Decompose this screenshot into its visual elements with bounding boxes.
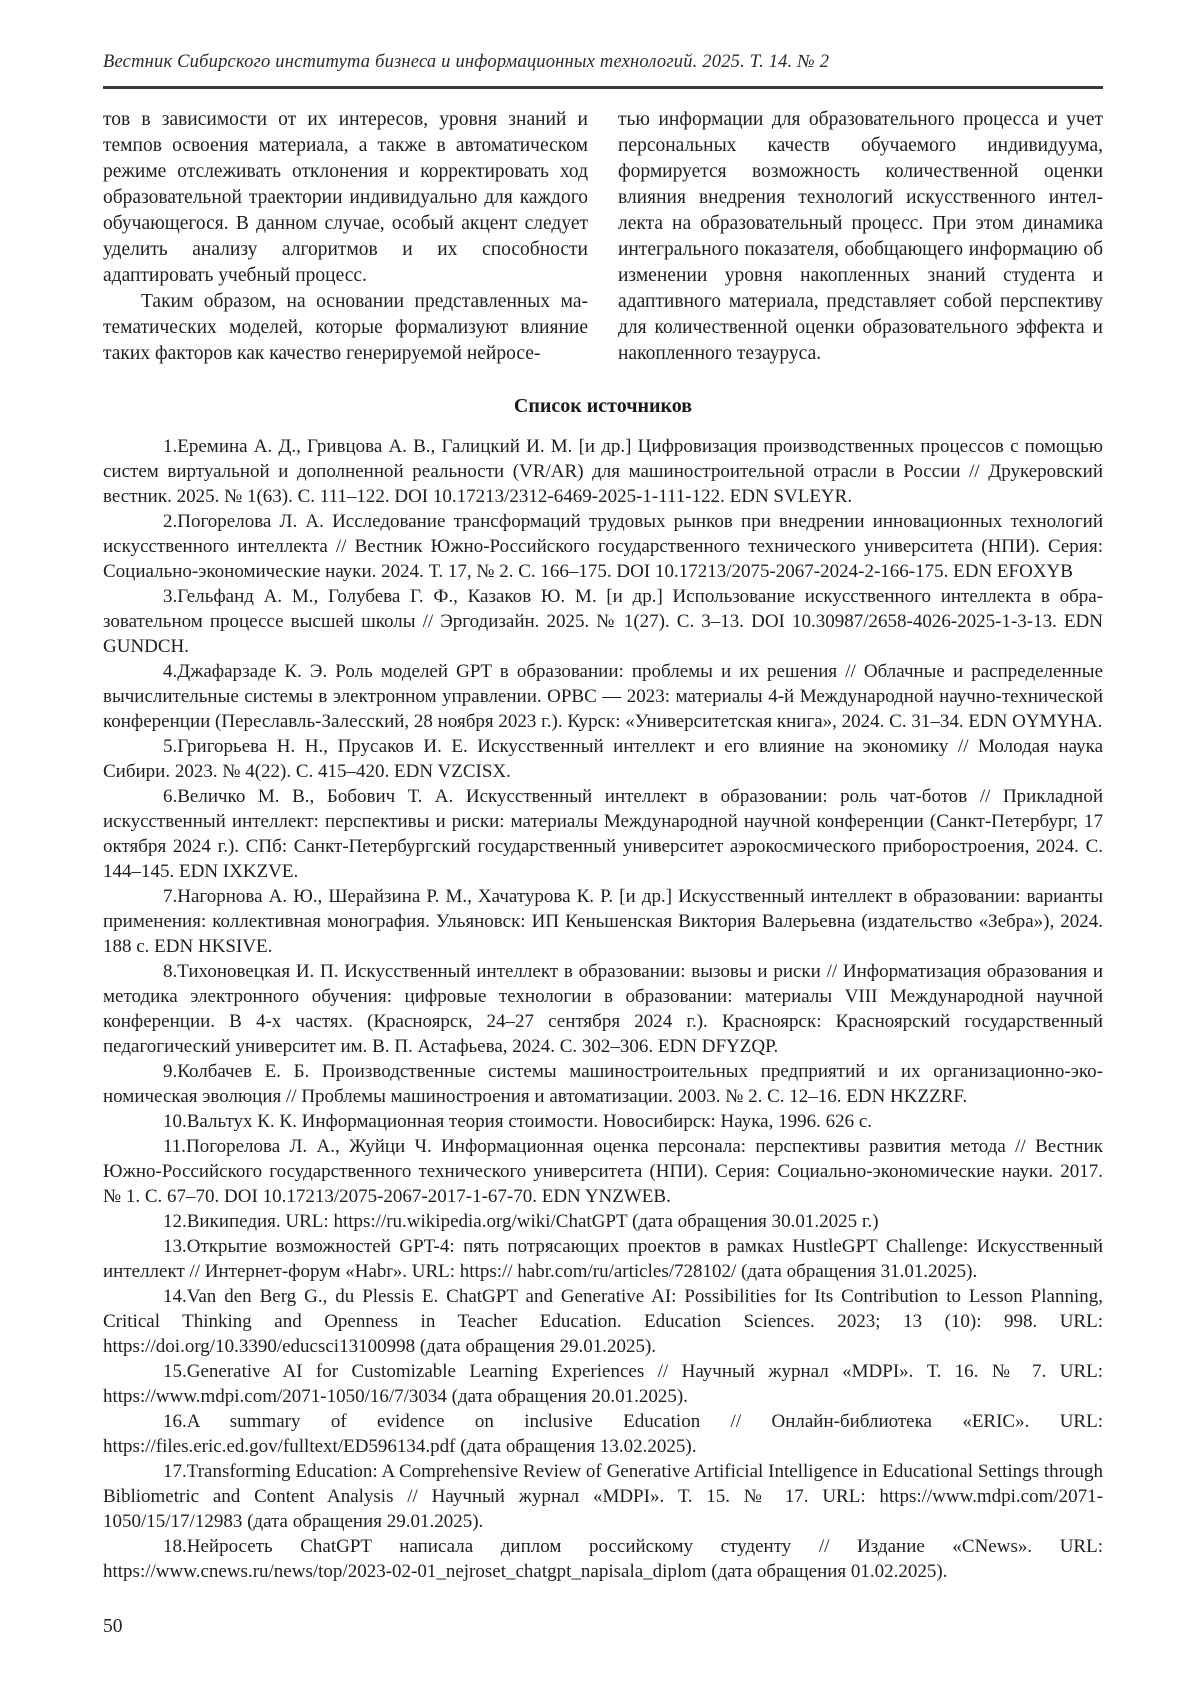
reference-number: 18. bbox=[163, 1536, 187, 1557]
reference-number: 17. bbox=[163, 1461, 187, 1482]
reference-number: 11. bbox=[163, 1136, 187, 1157]
body-paragraph: Таким образом, на основании представленных математических моделей, которые формализуют влияние таких факторов как качество генерируемой нейросе- bbox=[103, 291, 588, 364]
body-columns bbox=[103, 107, 1103, 367]
reference-text: Погорелова Л. А. Исследование трансформаций трудовых рынков при внедрении инновационных технологий искусственного интеллекта // Вестник Южно-Российского государственного технического университета (НПИ). Серия: Социально-экономические науки. 2024. Т. 17, № 2. С. 166–175. DOI 10.17213/2075-2067-2024-2-166-175. EDN EFOXYB bbox=[103, 511, 1103, 582]
reference-text: Нагорнова А. Ю., Шерайзина Р. М., Хачатурова К. Р. [и др.] Искусственный интеллект в образовании: варианты применения: коллективная монография. Ульяновск: ИП Кеньшенская Виктория Валерьевна (издательство «Зебра»), 2024. 188 с. EDN HKSIVE. bbox=[103, 886, 1103, 957]
reference-text: Нейросеть ChatGPT написала диплом российскому студенту // Издание «CNews». URL: https://www.cnews.ru/news/top/2023-02-01_nejroset_chatgpt_napisala_diplom (дата обращения 01.02.2025). bbox=[103, 1536, 1103, 1582]
reference-item bbox=[103, 884, 1103, 959]
reference-item bbox=[103, 1359, 1103, 1409]
reference-number: 15. bbox=[163, 1361, 187, 1382]
reference-text: Википедия. URL: https://ru.wikipedia.org/wiki/ChatGPT (дата обращения 30.01.2025 г.) bbox=[186, 1211, 879, 1232]
right-column bbox=[618, 107, 1103, 367]
body-paragraph-continuation: тью информации для образовательного процесса и учет персональных качеств обучаемого индивидуума, формируется возможность количественной оценки влияния внедрения технологий искусственного интеллекта на образовательный процесс. При этом динамика интегрального показателя, обобщающего информацию об изменении уровня накопленных знаний студента и адаптивного материала, представляет собой перспективу для количественной оценки образовательного эффекта и накопленного тезауруса. bbox=[618, 109, 1103, 364]
reference-text: Величко М. В., Бобович Т. А. Искусственный интеллект в образовании: роль чат-ботов // Прикладной искусственный интеллект: перспективы и риски: материалы Международной научной конференции (Санкт-Петербург, 17 октября 2024 г.). СПб: Санкт-Петербургский государственный университет аэрокосмического приборостроения, 2024. С. 144–145. EDN IXKZVE. bbox=[103, 786, 1103, 882]
reference-text: Открытие возможностей GPT-4: пять потрясающих проектов в рамках HustleGPT Challenge: Искусственный интеллект // Интернет-форум «Habr». URL: https:// habr.com/ru/articles/728102/ (дата обращения 31.01.2025). bbox=[103, 1236, 1103, 1282]
reference-text: Вальтух К. К. Информационная теория стоимости. Новосибирск: Наука, 1996. 626 с. bbox=[186, 1111, 873, 1132]
reference-item bbox=[103, 1209, 1103, 1234]
reference-item bbox=[103, 1109, 1103, 1134]
reference-number: 13. bbox=[163, 1236, 187, 1257]
reference-item bbox=[103, 1059, 1103, 1109]
reference-number: 8. bbox=[163, 961, 178, 982]
reference-item bbox=[103, 509, 1103, 584]
reference-item bbox=[103, 434, 1103, 509]
reference-text: A summary of evidence on inclusive Education // Онлайн-библиотека «ERIC». URL: https://files.eric.ed.gov/fulltext/ED596134.pdf (дата обращения 13.02.2025). bbox=[103, 1411, 1103, 1457]
reference-item bbox=[103, 1234, 1103, 1284]
reference-number: 9. bbox=[163, 1061, 178, 1082]
reference-item bbox=[103, 584, 1103, 659]
reference-number: 16. bbox=[163, 1411, 187, 1432]
header-rule bbox=[103, 86, 1103, 89]
references-list bbox=[103, 434, 1103, 1584]
reference-number: 6. bbox=[163, 786, 178, 807]
reference-item bbox=[103, 1459, 1103, 1534]
reference-text: Van den Berg G., du Plessis E. ChatGPT and Generative AI: Possibilities for Its Contribution to Lesson Planning, Critical Thinking and Openness in Teacher Education. Education Sciences. 2023; 13 (10): 998. URL: https://doi.org/10.3390/educsci13100998 (дата обращения 29.01.2025). bbox=[103, 1286, 1103, 1357]
reference-number: 7. bbox=[163, 886, 178, 907]
reference-text: Generative AI for Customizable Learning Experiences // Научный журнал «MDPI». Т. 16. № 7. URL: https://www.mdpi.com/2071-1050/16/7/3034 (дата обращения 20.01.2025). bbox=[103, 1361, 1103, 1407]
reference-number: 4. bbox=[163, 661, 178, 682]
reference-item bbox=[103, 1534, 1103, 1584]
page-number: 50 bbox=[103, 1616, 123, 1637]
reference-item bbox=[103, 1134, 1103, 1209]
reference-item bbox=[103, 784, 1103, 884]
reference-text: Джафарзаде К. Э. Роль моделей GPT в образовании: проблемы и их решения // Облачные и распределенные вычислительные системы в электронном управлении. ОРВС — 2023: материалы 4-й Международной научно-технической конференции (Переславль-Залесский, 28 ноября 2023 г.). Курск: «Университетская книга», 2024. С. 31–34. EDN OYMYHA. bbox=[103, 661, 1103, 732]
references-heading: Список источников bbox=[513, 395, 693, 417]
reference-text: Гельфанд А. М., Голубева Г. Ф., Казаков Ю. М. [и др.] Использование искусственного интеллекта в образовательном процессе высшей школы // Эргодизайн. 2025. № 1(27). С. 3–13. DOI 10.30987/2658-4026-2025-1-3-13. EDN GUNDCH. bbox=[103, 586, 1103, 657]
reference-number: 3. bbox=[163, 586, 178, 607]
reference-number: 10. bbox=[163, 1111, 187, 1132]
body-paragraph-continuation: тов в зависимости от их интересов, уровня знаний и темпов освоения материала, а также в автоматическом режиме отслеживать отклонения и корректировать ход образовательной траектории индивидуально для каждого обучающегося. В данном случае, особый акцент следует уделить анализу алгоритмов и их способности адаптировать учебный процесс. bbox=[103, 109, 588, 286]
reference-item bbox=[103, 1284, 1103, 1359]
reference-number: 5. bbox=[163, 736, 178, 757]
reference-number: 1. bbox=[163, 436, 178, 457]
reference-text: Еремина А. Д., Гривцова А. В., Галицкий И. М. [и др.] Цифровизация производственных процессов с помощью систем виртуальной и дополненной реальности (VR/AR) для машиностроительной отрасли в России // Друкеровский вестник. 2025. № 1(63). С. 111–122. DOI 10.17213/2312-6469-2025-1-111-122. EDN SVLEYR. bbox=[103, 436, 1103, 507]
reference-item bbox=[103, 1409, 1103, 1459]
reference-text: Григорьева Н. Н., Прусаков И. Е. Искусственный интеллект и его влияние на экономику // Молодая наука Сибири. 2023. № 4(22). С. 415–420. EDN VZCISX. bbox=[103, 736, 1103, 782]
reference-item bbox=[103, 659, 1103, 734]
reference-number: 14. bbox=[163, 1286, 187, 1307]
reference-item bbox=[103, 734, 1103, 784]
reference-text: Тихоновецкая И. П. Искусственный интеллект в образовании: вызовы и риски // Информатизация образования и методика электронного обучения: цифровые технологии в образовании: материалы VIII Международной научной конференции. В 4-х частях. (Красноярск, 24–27 сентября 2024 г.). Красноярск: Красноярский государственный педагогический университет им. В. П. Астафьева, 2024. С. 302–306. EDN DFYZQP. bbox=[103, 961, 1103, 1057]
reference-text: Погорелова Л. А., Жуйци Ч. Информационная оценка персонала: перспективы развития метода // Вестник Южно-Российского государственного технического университета (НПИ). Серия: Социально-экономические науки. 2017. № 1. С. 67–70. DOI 10.17213/2075-2067-2017-1-67-70. EDN YNZWEB. bbox=[103, 1136, 1103, 1207]
reference-item bbox=[103, 959, 1103, 1059]
reference-text: Колбачев Е. Б. Производственные системы машиностроительных предприятий и их организационно-экономическая эволюция // Проблемы машиностроения и автоматизации. 2003. № 2. С. 12–16. EDN HKZZRF. bbox=[103, 1061, 1103, 1107]
reference-text: Transforming Education: A Comprehensive Review of Generative Artificial Intelligence in Educational Settings through Bibliometric and Content Analysis // Научный журнал «MDPI». Т. 15. № 17. URL: https://www.mdpi.com/2071-1050/15/17/12983 (дата обращения 29.01.2025). bbox=[103, 1461, 1103, 1532]
left-column bbox=[103, 107, 588, 367]
reference-number: 12. bbox=[163, 1211, 187, 1232]
reference-number: 2. bbox=[163, 511, 178, 532]
running-head: Вестник Сибирского института бизнеса и информационных технологий. 2025. Т. 14. № 2 bbox=[103, 52, 830, 72]
